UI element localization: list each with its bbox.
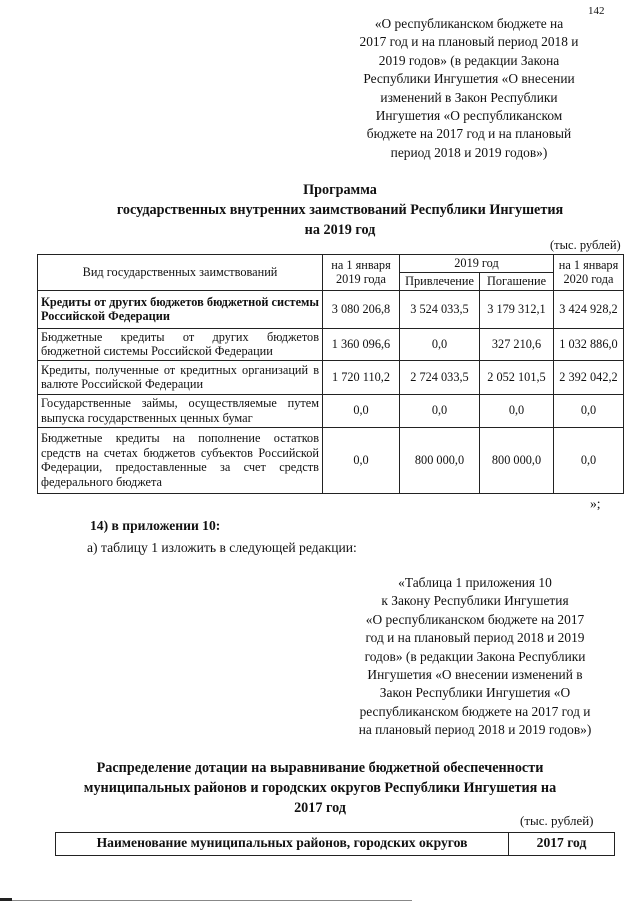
row-name: Кредиты от других бюджетов бюджетной системы Российской Федерации xyxy=(38,290,323,328)
table-row xyxy=(38,427,624,493)
header-table-reference xyxy=(330,574,620,740)
row-start: 1 360 096,6 xyxy=(323,328,400,360)
row-repay: 800 000,0 xyxy=(480,427,554,493)
col-header-start: на 1 января 2019 года xyxy=(323,255,400,291)
row-repay: 327 210,6 xyxy=(480,328,554,360)
header-line: на плановый период 2018 и 2019 годов») xyxy=(358,722,592,738)
row-attract: 0,0 xyxy=(400,394,480,427)
subsidy-table-header xyxy=(55,832,615,856)
row-end: 1 032 886,0 xyxy=(554,328,624,360)
scan-bottom-line xyxy=(12,900,412,901)
header-line: Закон Республики Ингушетия «О xyxy=(379,685,571,701)
program-title-line: Программа xyxy=(303,182,377,198)
row-end: 0,0 xyxy=(554,394,624,427)
row-name: Бюджетные кредиты от других бюджетов бюджетной системы Российской Федерации xyxy=(38,328,323,360)
row-name: Бюджетные кредиты на пополнение остатков средств на счетах бюджетов субъектов Российской Федерации, предоставленные за счет средств федерального бюджета xyxy=(38,427,323,493)
table-row xyxy=(38,290,624,328)
row-repay: 3 179 312,1 xyxy=(480,290,554,328)
row-attract: 0,0 xyxy=(400,328,480,360)
col-header-type: Вид государственных заимствований xyxy=(38,255,323,291)
distribution-title-line: Распределение дотации на выравнивание бюджетной обеспеченности xyxy=(96,760,544,776)
header-line: республиканском бюджете на 2017 год и xyxy=(359,703,591,719)
row-start: 0,0 xyxy=(323,394,400,427)
col-header-attract: Привлечение xyxy=(400,272,480,290)
col-header-end: на 1 января 2020 года xyxy=(554,255,624,291)
distribution-title-line: 2017 год xyxy=(294,800,346,816)
distribution-title xyxy=(20,758,620,818)
scan-edge-mark xyxy=(0,898,12,901)
row-attract: 2 724 033,5 xyxy=(400,360,480,394)
row-end: 0,0 xyxy=(554,427,624,493)
program-title-line: на 2019 год xyxy=(304,222,376,238)
header-line: годов» (в редакции Закона Республики xyxy=(364,648,586,664)
row-attract: 800 000,0 xyxy=(400,427,480,493)
distribution-title-line: муниципальных районов и городских округов Республики Ингушетия на xyxy=(83,780,557,796)
header-line: «О республиканском бюджете на 2017 xyxy=(365,611,585,627)
col-header-year: 2019 год xyxy=(400,255,554,273)
page-number: 142 xyxy=(588,5,605,17)
table-row xyxy=(38,394,624,427)
closing-mark: »; xyxy=(590,496,601,511)
row-start: 1 720 110,2 xyxy=(323,360,400,394)
header-line: 2017 год и на плановый период 2018 и xyxy=(359,34,579,50)
header-line: «О республиканском бюджете на xyxy=(374,16,564,31)
header-line: к Закону Республики Ингушетия xyxy=(381,593,569,609)
row-repay: 2 052 101,5 xyxy=(480,360,554,394)
units-label-2: (тыс. рублей) xyxy=(520,813,594,828)
header-line: «Таблица 1 приложения 10 xyxy=(398,575,552,590)
row-attract: 3 524 033,5 xyxy=(400,290,480,328)
header-line: год и на плановый период 2018 и 2019 xyxy=(365,630,585,646)
row-name: Кредиты, полученные от кредитных организаций в валюте Российской Федерации xyxy=(38,360,323,394)
header-line: 2019 годов» (в редакции Закона xyxy=(378,52,560,68)
header-line: Ингушетия «О республиканском xyxy=(375,108,563,124)
header-line: изменений в Закон Республики xyxy=(380,89,558,105)
units-label: (тыс. рублей) xyxy=(550,238,621,252)
borrowing-program-table xyxy=(37,254,624,494)
col-header-name: Наименование муниципальных районов, городских округов xyxy=(56,833,509,855)
row-start: 0,0 xyxy=(323,427,400,493)
row-name: Государственные займы, осуществляемые путем выпуска государственных ценных бумаг xyxy=(38,394,323,427)
table-row xyxy=(38,360,624,394)
table-row xyxy=(38,328,624,360)
col-header-repay: Погашение xyxy=(480,272,554,290)
header-line: бюджете на 2017 год и на плановый xyxy=(366,126,572,142)
header-line: Республики Ингушетия «О внесении xyxy=(363,71,575,87)
item-a: а) таблицу 1 изложить в следующей редакции: xyxy=(87,540,357,555)
row-repay: 0,0 xyxy=(480,394,554,427)
header-line: период 2018 и 2019 годов») xyxy=(390,144,548,160)
col-header-2017: 2017 год xyxy=(536,835,587,850)
header-line: Ингушетия «О внесении изменений в xyxy=(367,667,583,683)
program-title-line: государственных внутренних заимствований Республики Ингушетия xyxy=(116,202,564,218)
row-end: 2 392 042,2 xyxy=(554,360,624,394)
header-reference xyxy=(330,15,608,162)
program-title xyxy=(60,180,620,240)
row-start: 3 080 206,8 xyxy=(323,290,400,328)
item-14: 14) в приложении 10: xyxy=(90,518,221,533)
row-end: 3 424 928,2 xyxy=(554,290,624,328)
